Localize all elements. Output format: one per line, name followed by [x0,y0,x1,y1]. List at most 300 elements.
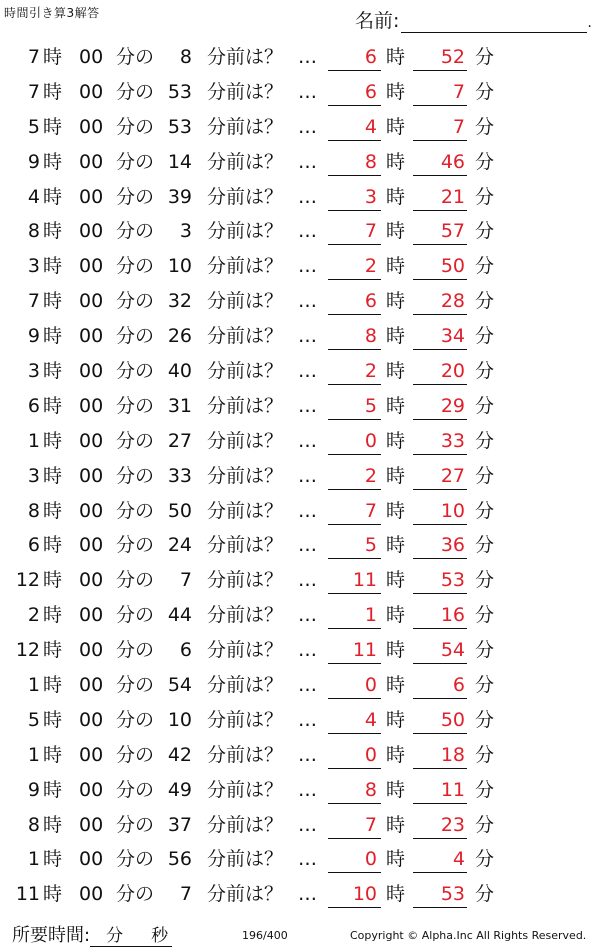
minutes-of-label: 分の [116,46,155,68]
problem-row [0,284,600,319]
answer-hour: 0 [328,673,381,699]
hour-label: 時 [43,150,63,173]
problem-row [0,703,600,738]
minutes-before-label: 分前は？ [207,115,284,138]
hour-label: 時 [386,674,406,697]
question-minutes-before: 31 [167,394,192,417]
answer-minutes: 53 [413,568,467,594]
hour-label: 時 [43,115,63,138]
question-minutes-before: 37 [167,813,192,836]
time-second-unit: 秒 [151,926,169,946]
question-zero-minutes: 00 [79,604,104,627]
minute-label: 分 [475,534,495,557]
answer-minutes: 7 [413,115,467,141]
hour-label: 時 [43,325,63,348]
hour-label: 時 [386,325,406,348]
question-zero-minutes: 00 [79,46,104,68]
problem-row [0,110,600,145]
minutes-of-label: 分の [116,778,155,801]
minute-label: 分 [475,325,495,348]
question-minutes-before: 10 [167,708,192,731]
minutes-before-label: 分前は？ [207,778,284,801]
minute-label: 分 [475,569,495,592]
minute-label: 分 [475,639,495,662]
minutes-before-label: 分前は？ [207,813,284,836]
ellipsis: … [298,499,317,522]
question-minutes-before: 10 [167,255,192,278]
ellipsis: … [298,185,317,208]
minutes-of-label: 分の [116,360,155,383]
answer-minutes: 28 [413,289,467,315]
ellipsis: … [298,115,317,138]
answer-hour: 2 [328,359,381,385]
problem-row [0,319,600,354]
minutes-before-label: 分前は？ [207,394,284,417]
hour-label: 時 [386,290,406,313]
hour-label: 時 [43,569,63,592]
question-zero-minutes: 00 [79,360,104,383]
hour-label: 時 [43,290,63,313]
hour-label: 時 [43,604,63,627]
problem-row [0,40,600,75]
ellipsis: … [298,255,317,278]
question-minutes-before: 53 [167,80,192,103]
question-zero-minutes: 00 [79,464,104,487]
answer-minutes: 33 [413,429,467,455]
answer-minutes: 27 [413,464,467,490]
problem-row [0,145,600,180]
answer-hour: 2 [328,464,381,490]
question-zero-minutes: 00 [79,325,104,348]
copyright: Copyright © Alpha.Inc All Rights Reserved. [350,929,587,942]
minute-label: 分 [475,743,495,766]
minutes-before-label: 分前は？ [207,848,284,871]
minutes-before-label: 分前は？ [207,604,284,627]
question-hour: 9 [27,778,40,801]
answer-hour: 8 [328,778,381,804]
minute-label: 分 [475,115,495,138]
minutes-before-label: 分前は？ [207,569,284,592]
minutes-of-label: 分の [116,848,155,871]
answer-hour: 6 [328,80,381,106]
minutes-of-label: 分の [116,464,155,487]
question-zero-minutes: 00 [79,499,104,522]
answer-minutes: 54 [413,638,467,664]
minutes-before-label: 分前は？ [207,220,284,243]
minute-label: 分 [475,185,495,208]
hour-label: 時 [43,499,63,522]
question-minutes-before: 50 [167,499,192,522]
minutes-of-label: 分の [116,429,155,452]
answer-minutes: 20 [413,359,467,385]
question-hour: 9 [27,325,40,348]
minutes-of-label: 分の [116,115,155,138]
minute-label: 分 [475,46,495,68]
problem-row [0,668,600,703]
hour-label: 時 [43,185,63,208]
ellipsis: … [298,150,317,173]
minutes-before-label: 分前は？ [207,464,284,487]
problem-row [0,214,600,249]
question-zero-minutes: 00 [79,290,104,313]
hour-label: 時 [386,80,406,103]
page-number: 196/400 [242,929,288,942]
minute-label: 分 [475,499,495,522]
minutes-before-label: 分前は？ [207,325,284,348]
minutes-of-label: 分の [116,639,155,662]
hour-label: 時 [386,185,406,208]
hour-label: 時 [386,115,406,138]
answer-minutes: 29 [413,394,467,420]
sheet-title: 時間引き算3解答 [4,6,100,20]
answer-minutes: 50 [413,708,467,734]
ellipsis: … [298,813,317,836]
minutes-of-label: 分の [116,534,155,557]
answer-hour: 0 [328,847,381,873]
problem-row [0,528,600,563]
question-minutes-before: 56 [167,848,192,871]
answer-minutes: 23 [413,813,467,839]
question-minutes-before: 27 [167,429,192,452]
hour-label: 時 [43,464,63,487]
minutes-before-label: 分前は？ [207,708,284,731]
minute-label: 分 [475,813,495,836]
question-minutes-before: 33 [167,464,192,487]
answer-hour: 4 [328,115,381,141]
minutes-of-label: 分の [116,325,155,348]
problem-list [0,40,600,912]
hour-label: 時 [386,604,406,627]
problem-row [0,738,600,773]
question-minutes-before: 7 [179,883,192,906]
problem-row [0,773,600,808]
minute-label: 分 [475,429,495,452]
minutes-of-label: 分の [116,150,155,173]
minutes-before-label: 分前は？ [207,639,284,662]
question-zero-minutes: 00 [79,115,104,138]
hour-label: 時 [386,813,406,836]
problem-row [0,459,600,494]
answer-minutes: 21 [413,185,467,211]
minutes-before-label: 分前は？ [207,499,284,522]
question-minutes-before: 54 [167,674,192,697]
minutes-before-label: 分前は？ [207,150,284,173]
minute-label: 分 [475,848,495,871]
hour-label: 時 [43,743,63,766]
answer-minutes: 10 [413,499,467,525]
question-minutes-before: 42 [167,743,192,766]
ellipsis: … [298,220,317,243]
hour-label: 時 [386,46,406,68]
question-minutes-before: 6 [179,639,192,662]
question-hour: 6 [27,534,40,557]
hour-label: 時 [386,883,406,906]
question-hour: 1 [27,848,40,871]
hour-label: 時 [43,220,63,243]
answer-hour: 0 [328,429,381,455]
question-zero-minutes: 00 [79,534,104,557]
question-zero-minutes: 00 [79,185,104,208]
question-hour: 8 [27,499,40,522]
hour-label: 時 [386,778,406,801]
question-hour: 3 [27,360,40,383]
minutes-before-label: 分前は？ [207,185,284,208]
answer-hour: 2 [328,254,381,280]
minute-label: 分 [475,360,495,383]
question-hour: 12 [15,569,40,592]
question-hour: 7 [27,46,40,68]
minutes-of-label: 分の [116,569,155,592]
minutes-before-label: 分前は？ [207,46,284,68]
question-zero-minutes: 00 [79,708,104,731]
minute-label: 分 [475,394,495,417]
question-minutes-before: 53 [167,115,192,138]
question-zero-minutes: 00 [79,813,104,836]
time-required-label: 所要時間: [12,925,91,946]
answer-hour: 11 [328,638,381,664]
problem-row [0,808,600,843]
minutes-of-label: 分の [116,743,155,766]
answer-hour: 7 [328,219,381,245]
name-label: 名前: [355,10,400,32]
ellipsis: … [298,674,317,697]
answer-hour: 7 [328,499,381,525]
minutes-of-label: 分の [116,813,155,836]
ellipsis: … [298,569,317,592]
answer-minutes: 18 [413,743,467,769]
name-blank-line[interactable] [401,12,587,33]
question-minutes-before: 49 [167,778,192,801]
question-zero-minutes: 00 [79,80,104,103]
hour-label: 時 [386,499,406,522]
hour-label: 時 [43,46,63,68]
hour-label: 時 [386,534,406,557]
answer-hour: 6 [328,289,381,315]
answer-hour: 8 [328,324,381,350]
ellipsis: … [298,429,317,452]
minutes-before-label: 分前は？ [207,290,284,313]
hour-label: 時 [386,639,406,662]
question-zero-minutes: 00 [79,883,104,906]
question-zero-minutes: 00 [79,255,104,278]
hour-label: 時 [43,360,63,383]
question-minutes-before: 24 [167,534,192,557]
minute-label: 分 [475,778,495,801]
answer-minutes: 34 [413,324,467,350]
hour-label: 時 [386,255,406,278]
problem-row [0,249,600,284]
problem-row [0,877,600,912]
hour-label: 時 [386,848,406,871]
answer-hour: 3 [328,185,381,211]
answer-minutes: 57 [413,219,467,245]
answer-minutes: 36 [413,533,467,559]
minute-label: 分 [475,220,495,243]
question-minutes-before: 32 [167,290,192,313]
question-hour: 5 [27,708,40,731]
minute-label: 分 [475,464,495,487]
ellipsis: … [298,778,317,801]
question-hour: 5 [27,115,40,138]
question-hour: 2 [27,604,40,627]
ellipsis: … [298,80,317,103]
question-hour: 6 [27,394,40,417]
question-hour: 7 [27,80,40,103]
ellipsis: … [298,848,317,871]
minutes-before-label: 分前は？ [207,80,284,103]
minutes-before-label: 分前は？ [207,674,284,697]
time-minute-unit: 分 [106,926,124,946]
problem-row [0,389,600,424]
hour-label: 時 [386,429,406,452]
question-zero-minutes: 00 [79,639,104,662]
minutes-before-label: 分前は？ [207,360,284,383]
hour-label: 時 [386,743,406,766]
hour-label: 時 [43,674,63,697]
question-zero-minutes: 00 [79,220,104,243]
minute-label: 分 [475,674,495,697]
answer-minutes: 53 [413,882,467,908]
hour-label: 時 [43,429,63,452]
answer-minutes: 46 [413,150,467,176]
ellipsis: … [298,639,317,662]
minutes-of-label: 分の [116,255,155,278]
answer-hour: 6 [328,45,381,71]
minute-label: 分 [475,80,495,103]
ellipsis: … [298,290,317,313]
answer-hour: 11 [328,568,381,594]
problem-row [0,598,600,633]
answer-hour: 10 [328,882,381,908]
minutes-before-label: 分前は？ [207,534,284,557]
hour-label: 時 [386,464,406,487]
hour-label: 時 [43,534,63,557]
answer-hour: 7 [328,813,381,839]
name-field [355,6,592,33]
answer-hour: 0 [328,743,381,769]
problem-row [0,75,600,110]
hour-label: 時 [43,813,63,836]
minutes-of-label: 分の [116,499,155,522]
answer-minutes: 4 [413,847,467,873]
hour-label: 時 [43,778,63,801]
hour-label: 時 [43,394,63,417]
name-end-mark: . [587,15,592,31]
minutes-of-label: 分の [116,185,155,208]
hour-label: 時 [386,360,406,383]
question-hour: 1 [27,743,40,766]
problem-row [0,563,600,598]
answer-hour: 5 [328,394,381,420]
hour-label: 時 [386,220,406,243]
hour-label: 時 [43,848,63,871]
question-hour: 8 [27,220,40,243]
question-zero-minutes: 00 [79,394,104,417]
ellipsis: … [298,464,317,487]
minutes-of-label: 分の [116,80,155,103]
problem-row [0,633,600,668]
answer-minutes: 16 [413,603,467,629]
hour-label: 時 [386,708,406,731]
ellipsis: … [298,883,317,906]
problem-row [0,494,600,529]
minutes-of-label: 分の [116,604,155,627]
question-minutes-before: 40 [167,360,192,383]
answer-minutes: 11 [413,778,467,804]
problem-row [0,424,600,459]
question-zero-minutes: 00 [79,848,104,871]
hour-label: 時 [43,883,63,906]
question-minutes-before: 39 [167,185,192,208]
minutes-before-label: 分前は？ [207,883,284,906]
hour-label: 時 [43,80,63,103]
hour-label: 時 [43,255,63,278]
answer-minutes: 50 [413,254,467,280]
question-minutes-before: 44 [167,604,192,627]
minutes-of-label: 分の [116,394,155,417]
question-hour: 11 [15,883,40,906]
answer-hour: 1 [328,603,381,629]
hour-label: 時 [43,708,63,731]
question-hour: 12 [15,639,40,662]
ellipsis: … [298,708,317,731]
answer-minutes: 52 [413,45,467,71]
question-hour: 8 [27,813,40,836]
problem-row [0,180,600,215]
question-hour: 3 [27,255,40,278]
minutes-before-label: 分前は？ [207,429,284,452]
ellipsis: … [298,534,317,557]
time-required [12,921,172,947]
hour-label: 時 [386,394,406,417]
minute-label: 分 [475,290,495,313]
hour-label: 時 [386,150,406,173]
question-hour: 1 [27,429,40,452]
question-hour: 9 [27,150,40,173]
time-required-blank[interactable] [90,921,172,947]
ellipsis: … [298,394,317,417]
question-hour: 1 [27,674,40,697]
minute-label: 分 [475,708,495,731]
minute-label: 分 [475,150,495,173]
answer-hour: 4 [328,708,381,734]
minutes-of-label: 分の [116,708,155,731]
ellipsis: … [298,360,317,383]
question-minutes-before: 8 [179,46,192,68]
minute-label: 分 [475,255,495,278]
minutes-before-label: 分前は？ [207,255,284,278]
question-zero-minutes: 00 [79,150,104,173]
answer-minutes: 6 [413,673,467,699]
ellipsis: … [298,325,317,348]
ellipsis: … [298,604,317,627]
minutes-of-label: 分の [116,220,155,243]
question-minutes-before: 26 [167,325,192,348]
question-zero-minutes: 00 [79,569,104,592]
minutes-of-label: 分の [116,883,155,906]
question-zero-minutes: 00 [79,778,104,801]
problem-row [0,354,600,389]
hour-label: 時 [386,569,406,592]
minute-label: 分 [475,883,495,906]
problem-row [0,842,600,877]
minutes-of-label: 分の [116,290,155,313]
question-hour: 4 [27,185,40,208]
question-minutes-before: 3 [179,220,192,243]
minutes-of-label: 分の [116,674,155,697]
question-minutes-before: 7 [179,569,192,592]
ellipsis: … [298,743,317,766]
